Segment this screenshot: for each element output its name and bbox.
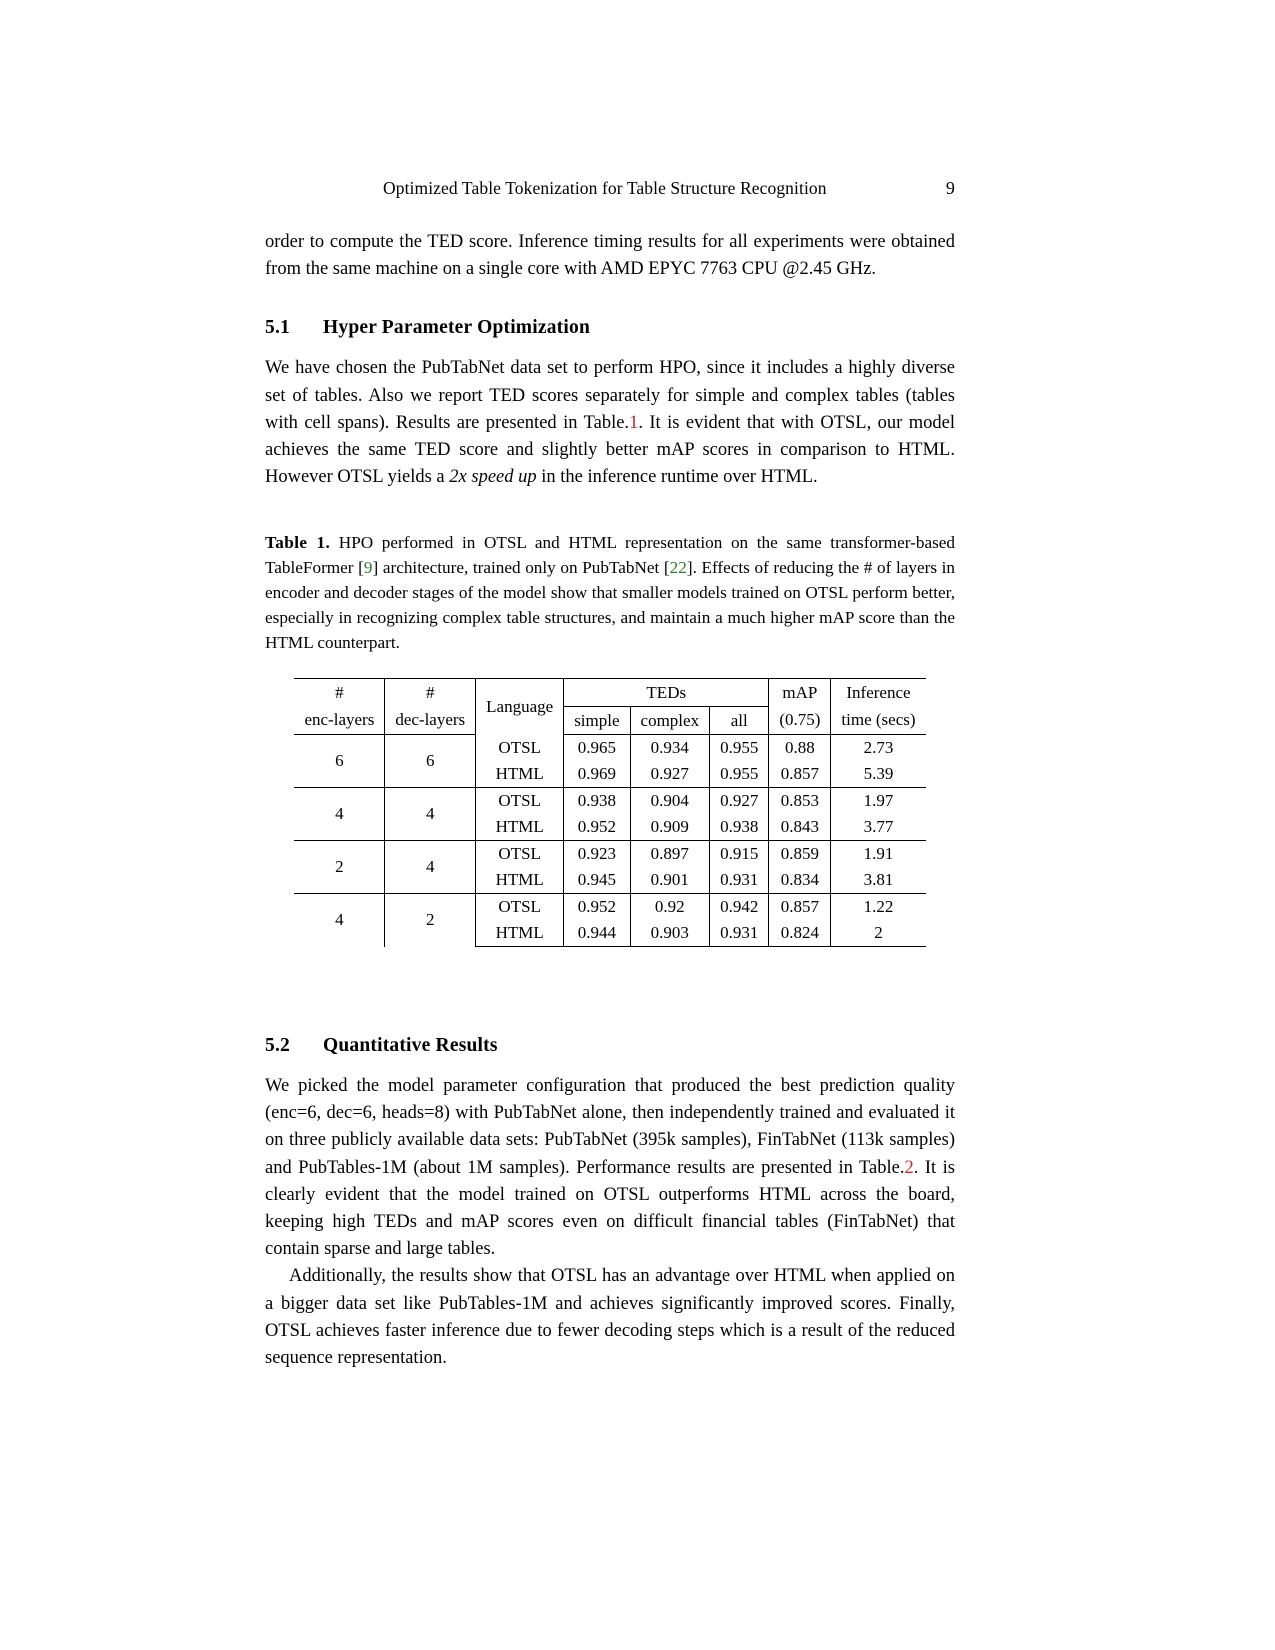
cell-all: 0.955 <box>710 761 769 788</box>
header-complex: complex <box>630 707 710 735</box>
cell-time: 1.97 <box>831 788 926 815</box>
cell-map: 0.88 <box>769 735 831 762</box>
cell-complex: 0.92 <box>630 894 710 921</box>
header-enc-layers: enc-layers <box>294 707 384 735</box>
cell-all: 0.915 <box>710 841 769 868</box>
cell-dec-layers: 6 <box>385 735 476 788</box>
cell-language: HTML <box>476 761 564 788</box>
cell-time: 5.39 <box>831 761 926 788</box>
paragraph-quant-text-2: . It is clearly evident that the model trained on OTSL outperforms HTML across the board, keeping high TEDs and mAP scores even on difficult financial tables (FinTabNet) that contain sparse and large tables. <box>265 1157 955 1260</box>
table-header-row-bottom <box>294 707 925 735</box>
cell-language: HTML <box>476 867 564 894</box>
results-table <box>294 678 925 947</box>
section-number-hpo: 5.1 <box>265 317 290 339</box>
header-inference-time: time (secs) <box>831 707 926 735</box>
cell-time: 3.81 <box>831 867 926 894</box>
cell-time: 2 <box>831 920 926 947</box>
cell-all: 0.938 <box>710 814 769 841</box>
cell-simple: 0.944 <box>564 920 630 947</box>
header-simple: simple <box>564 707 630 735</box>
cell-map: 0.857 <box>769 894 831 921</box>
header-map-threshold: (0.75) <box>769 707 831 735</box>
paragraph-intro: order to compute the TED score. Inference timing results for all experiments were obtained from the same machine on a single core with AMD EPYC 7763 CPU @2.45 GHz. <box>265 232 955 280</box>
cell-all: 0.942 <box>710 894 769 921</box>
cell-time: 3.77 <box>831 814 926 841</box>
header-language: Language <box>476 679 564 735</box>
paragraph-hpo-text-1: We have chosen the PubTabNet data set to perform HPO, since it includes a highly diverse set of tables. Also we report TED scores separately for simple and complex tables (tables with cell spans). Results are presented in Table. <box>265 358 955 433</box>
cell-simple: 0.969 <box>564 761 630 788</box>
paragraph-hpo <box>265 355 955 491</box>
spacer <box>265 947 955 1001</box>
cell-complex: 0.903 <box>630 920 710 947</box>
cell-map: 0.824 <box>769 920 831 947</box>
citation-22[interactable]: 22 <box>669 558 687 578</box>
cell-language: OTSL <box>476 788 564 815</box>
cell-language: OTSL <box>476 841 564 868</box>
table-caption-label: Table 1. <box>265 533 331 553</box>
page-number: 9 <box>945 178 955 198</box>
table-row <box>294 894 925 921</box>
section-heading-hpo <box>265 317 955 339</box>
section-title-quantitative: Quantitative Results <box>323 1035 498 1056</box>
table-row <box>294 788 925 815</box>
header-all: all <box>710 707 769 735</box>
paragraph-hpo-text-2: . It is evident that with OTSL, our model achieves the same TED score and slightly better mAP scores in comparison to HTML. However OTSL yields a <box>265 412 956 488</box>
cell-time: 1.22 <box>831 894 926 921</box>
table-ref-2[interactable]: 2 <box>904 1157 914 1178</box>
page-content <box>265 178 955 1372</box>
cell-complex: 0.934 <box>630 735 710 762</box>
cell-complex: 0.897 <box>630 841 710 868</box>
cell-time: 1.91 <box>831 841 926 868</box>
cell-map: 0.853 <box>769 788 831 815</box>
cell-simple: 0.938 <box>564 788 630 815</box>
header-dec-layers: dec-layers <box>385 707 476 735</box>
section-number-quantitative: 5.2 <box>265 1035 290 1056</box>
cell-complex: 0.909 <box>630 814 710 841</box>
cell-language: HTML <box>476 920 564 947</box>
cell-map: 0.857 <box>769 761 831 788</box>
cell-enc-layers: 6 <box>335 751 344 770</box>
cell-language: OTSL <box>476 894 564 921</box>
table-ref-1[interactable]: 1 <box>629 412 639 433</box>
cell-language: HTML <box>476 814 564 841</box>
citation-9[interactable]: 9 <box>363 558 373 578</box>
cell-dec-layers: 4 <box>385 788 476 841</box>
cell-enc-layers: 2 <box>335 857 344 876</box>
cell-time: 2.73 <box>831 735 926 762</box>
cell-simple: 0.945 <box>564 867 630 894</box>
cell-all: 0.955 <box>710 735 769 762</box>
cell-complex: 0.904 <box>630 788 710 815</box>
table-caption-text-1: HPO performed in OTSL and HTML representation on the same transformer-based TableFormer <box>265 533 955 578</box>
results-table-wrapper <box>265 678 955 947</box>
section-title-hpo: Hyper Parameter Optimization <box>323 317 590 339</box>
cell-simple: 0.965 <box>564 735 630 762</box>
running-head-title: Optimized Table Tokenization for Table Structure Recognition <box>383 178 827 198</box>
paragraph-quantitative-1 <box>265 1073 955 1263</box>
cell-complex: 0.901 <box>630 867 710 894</box>
cell-language: OTSL <box>476 735 564 762</box>
table-row <box>294 841 925 868</box>
cell-all: 0.931 <box>710 920 769 947</box>
cell-all: 0.927 <box>710 788 769 815</box>
paragraph-hpo-text-3: in the inference runtime over HTML. <box>541 467 818 488</box>
header-dec-symbol: # <box>385 679 476 707</box>
paragraph-quantitative-2: Additionally, the results show that OTSL has an advantage over HTML when applied on a bigger data set like PubTables-1M and achieves significantly improved scores. Finally, OTSL achieves faster inference due to fewer decoding steps which is a result of the reduced sequence representation. <box>265 1266 955 1368</box>
paragraph-hpo-emphasis: 2x speed up <box>449 467 537 488</box>
table-caption: Table 1. HPO performed in OTSL and HTML representation on the same transformer-based TableFormer [9] architecture, trained only on PubTabNet [22]. Effects of reducing the # of layers in encoder and decoder stages of the model show that smaller models trained on OTSL perform better, especially in recognizing complex table structures, and maintain a much higher mAP score than the HTML counterpart. <box>265 533 955 653</box>
cell-dec-layers: 2 <box>385 894 476 947</box>
cell-simple: 0.923 <box>564 841 630 868</box>
running-head <box>265 178 955 199</box>
cell-all: 0.931 <box>710 867 769 894</box>
cell-enc-layers: 4 <box>335 804 344 823</box>
cell-complex: 0.927 <box>630 761 710 788</box>
section-heading-quantitative <box>265 1035 955 1057</box>
table-row <box>294 735 925 762</box>
header-enc-symbol: # <box>294 679 384 707</box>
header-teds-group: TEDs <box>564 679 769 707</box>
table-header-row-top <box>294 679 925 707</box>
cell-simple: 0.952 <box>564 894 630 921</box>
cell-map: 0.843 <box>769 814 831 841</box>
cell-map: 0.859 <box>769 841 831 868</box>
results-table-head <box>294 679 925 735</box>
results-table-body <box>294 735 925 947</box>
header-inference: Inference <box>831 679 926 707</box>
paragraph-quant-text-1: We picked the model parameter configuration that produced the best prediction quality (enc=6, dec=6, heads=8) with PubTabNet alone, then independently trained and evaluated it on three publicly available data sets: PubTabNet (395k samples), FinTabNet (113k samples) and PubTables-1M (about 1M samples). Performance results are presented in Table. <box>265 1076 955 1178</box>
table-caption-text-3: . Effects of reducing the # of layers in encoder and decoder stages of the model show that smaller models trained on OTSL perform better, especially in recognizing complex table structures, and maintain a much higher mAP score than the HTML counterpart. <box>265 558 955 653</box>
cell-simple: 0.952 <box>564 814 630 841</box>
header-map: mAP <box>769 679 831 707</box>
cell-dec-layers: 4 <box>385 841 476 894</box>
cell-enc-layers: 4 <box>335 910 344 930</box>
table-caption-text-2: architecture, trained only on PubTabNet <box>382 558 660 578</box>
cell-map: 0.834 <box>769 867 831 894</box>
